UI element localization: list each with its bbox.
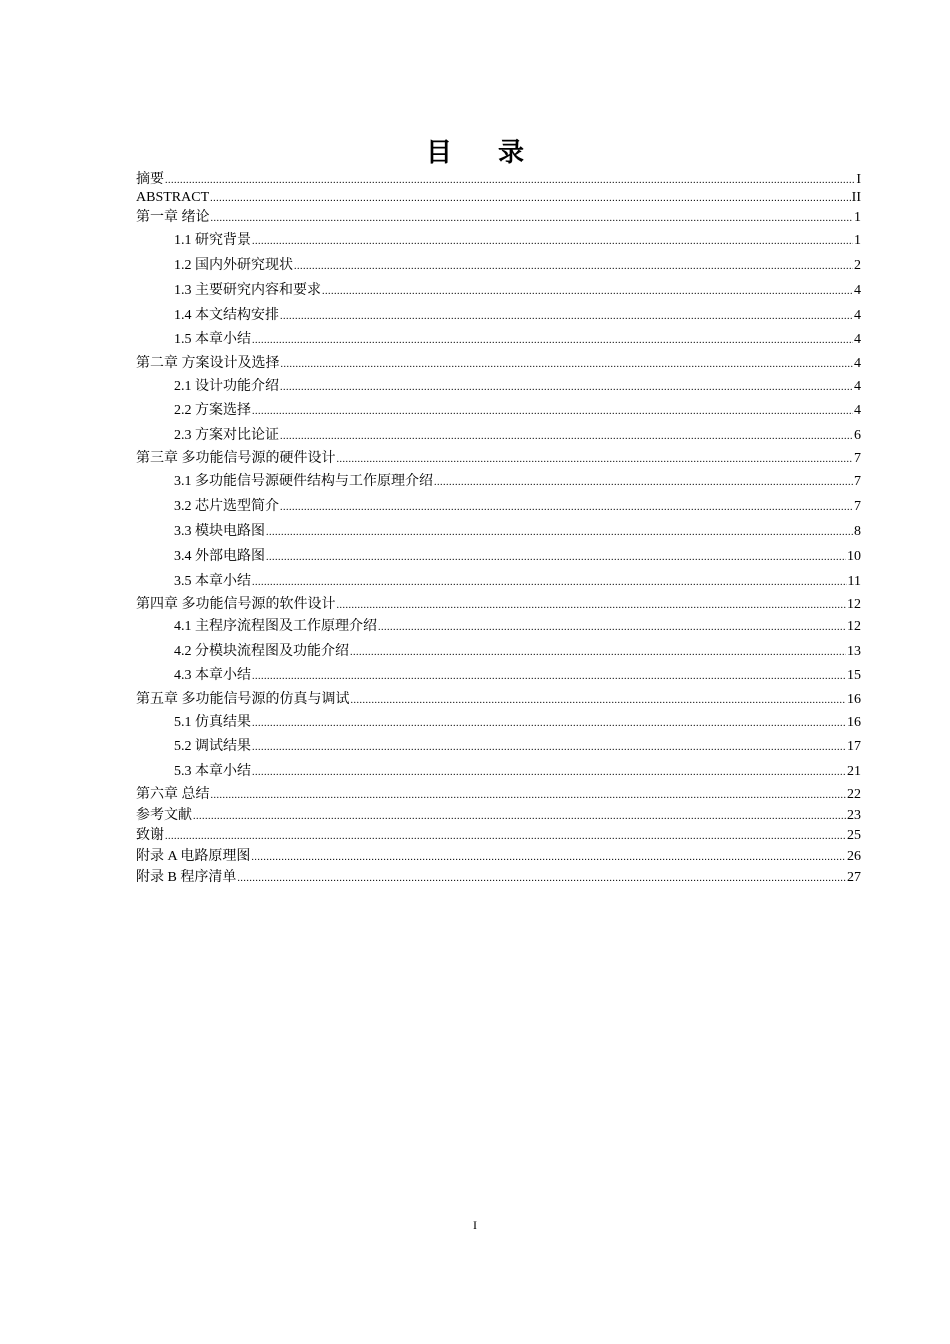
toc-entry-page: 7: [854, 451, 861, 466]
toc-entry[interactable]: [136, 355, 861, 374]
toc-entry-title: 2.2 方案选择: [174, 403, 251, 418]
toc-entry-title: 4.1 主程序流程图及工作原理介绍: [174, 619, 377, 634]
toc-entry[interactable]: [136, 807, 861, 826]
toc-leader-dots: [252, 715, 846, 733]
toc-entry-page: 10: [847, 549, 861, 564]
toc-leader-dots: [251, 849, 846, 867]
title-char: 录: [498, 138, 525, 167]
toc-leader-dots: [211, 210, 854, 228]
toc-entry-title: 5.3 本章小结: [174, 764, 251, 779]
toc-entry-page: 12: [847, 597, 861, 612]
toc-entry[interactable]: [174, 738, 861, 757]
toc-entry-title: 3.1 多功能信号源硬件结构与工作原理介绍: [174, 474, 433, 489]
toc-entry-page: 6: [854, 428, 861, 443]
toc-entry[interactable]: [136, 869, 861, 888]
toc-entry-title: 1.3 主要研究内容和要求: [174, 283, 321, 298]
toc-entry-page: 23: [847, 808, 861, 823]
toc-entry-title: 2.3 方案对比论证: [174, 428, 279, 443]
toc-entry-title: 4.2 分模块流程图及功能介绍: [174, 644, 349, 659]
toc-entry-title: 5.2 调试结果: [174, 739, 251, 754]
toc-entry-page: II: [851, 190, 861, 205]
toc-entry[interactable]: [174, 402, 861, 421]
toc-leader-dots: [165, 172, 855, 190]
toc-entry-title: 参考文献: [136, 808, 192, 823]
toc-entry-title: ABSTRACT: [136, 190, 210, 205]
toc-leader-dots: [434, 474, 853, 492]
toc-leader-dots: [252, 574, 847, 592]
toc-entry[interactable]: [174, 573, 861, 592]
toc-entry-page: 25: [847, 828, 861, 843]
toc-entry-page: I: [856, 172, 861, 187]
toc-entry-page: 16: [847, 715, 861, 730]
toc-entry-page: 4: [854, 283, 861, 298]
page-number: I: [473, 1218, 477, 1232]
toc-leader-dots: [211, 787, 847, 805]
toc-entry[interactable]: [174, 257, 861, 276]
toc-leader-dots: [252, 233, 853, 251]
toc-entry-title: 第二章 方案设计及选择: [136, 356, 280, 371]
toc-leader-dots: [322, 283, 853, 301]
toc-entry-page: 16: [847, 692, 861, 707]
toc-entry-title: 附录 A 电路原理图: [136, 849, 251, 864]
toc-leader-dots: [210, 190, 851, 208]
toc-entry-page: 12: [847, 619, 861, 634]
toc-entry-title: 1.2 国内外研究现状: [174, 258, 293, 273]
toc-entry-title: 第三章 多功能信号源的硬件设计: [136, 451, 336, 466]
toc-entry[interactable]: [136, 171, 861, 190]
toc-entry-page: 4: [854, 332, 861, 347]
toc-entry-title: 3.5 本章小结: [174, 574, 251, 589]
toc-leader-dots: [266, 549, 846, 567]
toc-entry-title: 致谢: [136, 828, 164, 843]
toc-entry-page: 4: [854, 356, 861, 371]
toc-entry[interactable]: [136, 450, 861, 469]
toc-entry[interactable]: [174, 498, 861, 517]
toc-entry-page: 4: [854, 308, 861, 323]
toc-entry[interactable]: [174, 667, 861, 686]
toc-entry-page: 15: [847, 668, 861, 683]
toc-entry[interactable]: [136, 209, 861, 228]
toc-entry-title: 3.4 外部电路图: [174, 549, 265, 564]
toc-leader-dots: [252, 403, 853, 421]
toc-leader-dots: [165, 828, 846, 846]
toc-entry-page: 1: [854, 210, 861, 225]
toc-entry-title: 3.2 芯片选型简介: [174, 499, 279, 514]
toc-leader-dots: [280, 308, 853, 326]
toc-entry-title: 3.3 模块电路图: [174, 524, 265, 539]
toc-entry-title: 附录 B 程序清单: [136, 870, 237, 885]
toc-leader-dots: [280, 428, 853, 446]
toc-entry-title: 第六章 总结: [136, 787, 210, 802]
toc-entry[interactable]: [174, 331, 861, 350]
toc-leader-dots: [193, 808, 846, 826]
toc-leader-dots: [378, 619, 846, 637]
toc-entry-page: 17: [847, 739, 861, 754]
toc-entry-page: 1: [854, 233, 861, 248]
toc-entry[interactable]: [174, 473, 861, 492]
toc-leader-dots: [237, 870, 846, 888]
toc-entry-title: 4.3 本章小结: [174, 668, 251, 683]
toc-leader-dots: [350, 644, 846, 662]
toc-entry[interactable]: [174, 282, 861, 301]
toc-leader-dots: [337, 597, 847, 615]
toc-entry-page: 7: [854, 474, 861, 489]
toc-entry[interactable]: [174, 427, 861, 446]
toc-entry-page: 11: [847, 574, 861, 589]
toc-entry-title: 第四章 多功能信号源的软件设计: [136, 597, 336, 612]
toc-leader-dots: [252, 764, 846, 782]
toc-leader-dots: [280, 379, 853, 397]
toc-leader-dots: [281, 356, 854, 374]
toc-leader-dots: [294, 258, 853, 276]
page-title: [0, 137, 950, 169]
toc-entry[interactable]: [174, 378, 861, 397]
toc-entry[interactable]: [136, 189, 861, 208]
toc-leader-dots: [252, 739, 846, 757]
toc-entry-page: 4: [854, 379, 861, 394]
toc-entry-page: 21: [847, 764, 861, 779]
toc-entry[interactable]: [174, 618, 861, 637]
title-char: 目: [425, 138, 452, 167]
toc-entry[interactable]: [174, 307, 861, 326]
toc-entry-title: 1.4 本文结构安排: [174, 308, 279, 323]
toc-entry[interactable]: [136, 786, 861, 805]
toc-entry-page: 4: [854, 403, 861, 418]
toc-leader-dots: [351, 692, 847, 710]
toc-entry[interactable]: [174, 643, 861, 662]
toc-entry-page: 13: [847, 644, 861, 659]
toc-entry-page: 27: [847, 870, 861, 885]
toc-entry[interactable]: [136, 848, 861, 867]
toc-entry[interactable]: [136, 596, 861, 615]
toc-leader-dots: [280, 499, 853, 517]
toc-entry[interactable]: [174, 763, 861, 782]
toc-entry-title: 1.1 研究背景: [174, 233, 251, 248]
toc-leader-dots: [266, 524, 853, 542]
toc-leader-dots: [337, 451, 854, 469]
toc-entry-page: 22: [847, 787, 861, 802]
toc-leader-dots: [252, 668, 846, 686]
toc-entry-title: 5.1 仿真结果: [174, 715, 251, 730]
toc-entry-title: 第五章 多功能信号源的仿真与调试: [136, 692, 350, 707]
toc-entry-page: 2: [854, 258, 861, 273]
toc-entry[interactable]: [136, 827, 861, 846]
toc-entry-page: 7: [854, 499, 861, 514]
toc-entry-title: 2.1 设计功能介绍: [174, 379, 279, 394]
toc-entry[interactable]: [174, 548, 861, 567]
toc-entry-title: 1.5 本章小结: [174, 332, 251, 347]
toc-entry-title: 第一章 绪论: [136, 210, 210, 225]
toc-entry[interactable]: [136, 691, 861, 710]
toc-entry[interactable]: [174, 714, 861, 733]
toc-entry[interactable]: [174, 523, 861, 542]
toc-entry[interactable]: [174, 232, 861, 251]
toc-entry-title: 摘要: [136, 172, 164, 187]
toc-entry-page: 8: [854, 524, 861, 539]
toc-entry-page: 26: [847, 849, 861, 864]
toc-leader-dots: [252, 332, 853, 350]
